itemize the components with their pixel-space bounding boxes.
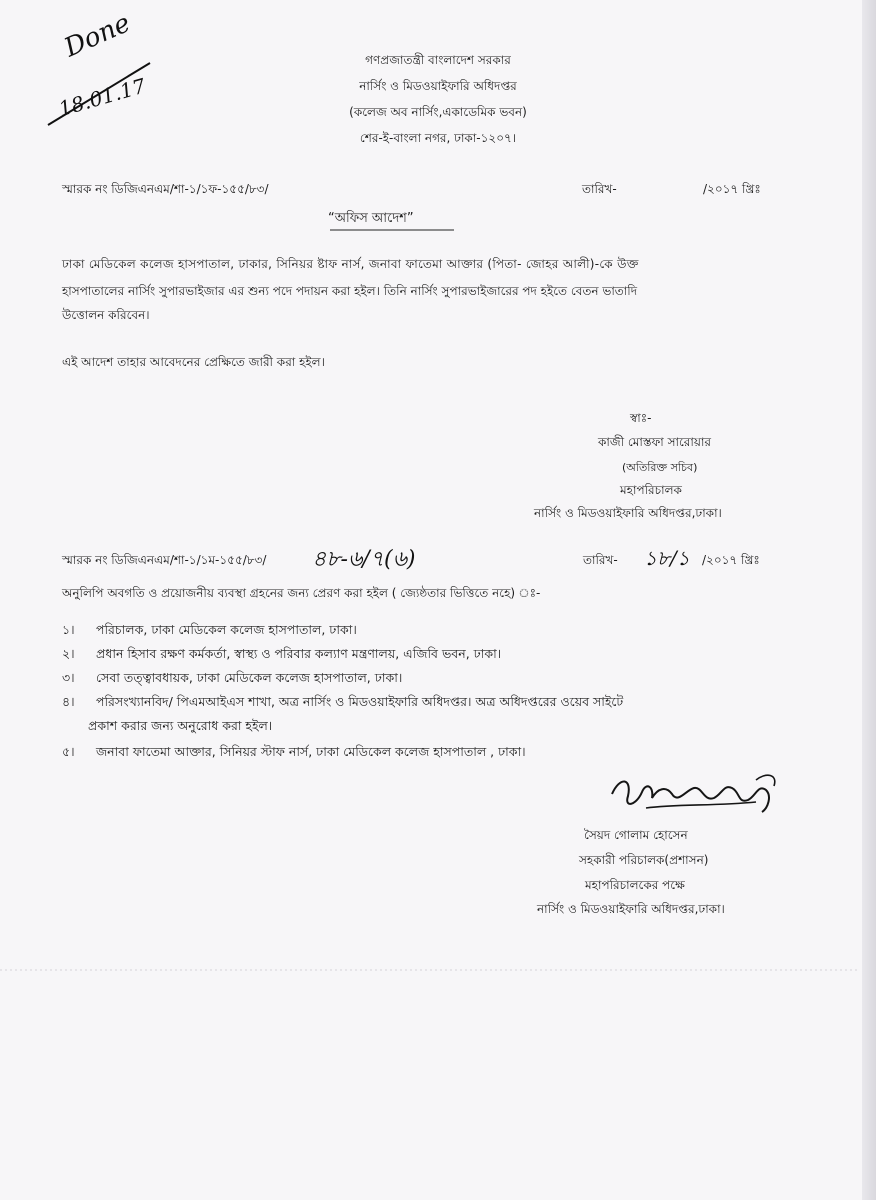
header-line-3: (কলেজ অব নার্সিং,একাডেমিক ভবন): [349, 105, 527, 119]
list-item-text: প্রকাশ করার জন্য অনুরোধ করা হইল।: [88, 718, 273, 733]
list-item: [62, 670, 402, 690]
office-order-title: “অফিস আদেশ”: [328, 211, 414, 226]
list-item: [62, 646, 501, 666]
list-item: [62, 622, 357, 642]
list-item-number: ২।: [62, 646, 75, 661]
header-line-2: নার্সিং ও মিডওয়াইফারি অধিদপ্তর: [359, 79, 517, 93]
list-item-text: পরিসংখ্যানবিদ/ পিএমআইএস শাখা, অত্র নার্সিং ও মিডওয়াইফারি অধিদপ্তর। অত্র অধিদপ্তরের ওয়েব সাইটে: [96, 694, 624, 709]
copy-intro: অনুলিপি অবগতি ও প্রয়োজনীয় ব্যবস্থা গ্রহনের জন্য প্রেরণ করা হইল ( জ্যেষ্ঠতার ভিত্তিতে নহে) ঃ-: [62, 586, 541, 600]
memo2-handwritten-number: ৪৮-৬/৭(৬): [312, 547, 416, 572]
handwritten-done: Done: [60, 8, 135, 64]
handwritten-date: 18.01.17: [56, 73, 149, 122]
header-line-1: গণপ্রজাতন্ত্রী বাংলাদেশ সরকার: [365, 53, 511, 67]
list-item: [62, 744, 526, 764]
list-item-number: ৪।: [62, 694, 75, 709]
memo2-date-value: /২০১৭ খ্রিঃ: [702, 553, 760, 567]
signature1-sig: স্বাঃ-: [630, 411, 652, 425]
signature1-office: নার্সিং ও মিডওয়াইফারি অধিদপ্তর,ঢাকা।: [534, 506, 722, 520]
memo2-reference: স্মারক নং ডিজিএনএম/শা-১/১ম-১৫৫/৮৩/: [62, 553, 267, 567]
memo1-date-label: তারিখ-: [582, 182, 617, 196]
list-item-number: ১।: [62, 622, 75, 637]
list-item-continuation: [88, 718, 272, 738]
body-paragraph-1-line-3: উত্তোলন করিবেন।: [62, 308, 150, 322]
body-paragraph-1-line-2: হাসপাতালের নার্সিং সুপারভাইজার এর শুন্য পদে পদায়ন করা হইল। তিনি নার্সিং সুপারভাইজারের পদ হইতে বেতন ভাতাদি: [62, 284, 638, 298]
body-paragraph-1-line-1: ঢাকা মেডিকেল কলেজ হাসপাতাল, ঢাকার, সিনিয়র ষ্টাফ নার্স, জনাবা ফাতেমা আক্তার (পিতা- জোহর আলী)-কে উক্ত: [62, 257, 639, 271]
handwritten-signature: [606, 768, 796, 828]
list-item-text: জনাবা ফাতেমা আক্তার, সিনিয়র স্টাফ নার্স, ঢাকা মেডিকেল কলেজ হাসপাতাল , ঢাকা।: [96, 744, 526, 759]
memo2-date-label: তারিখ-: [583, 553, 618, 567]
title-underline: [330, 228, 460, 232]
memo1-reference: স্মারক নং ডিজিএনএম/শা-১/১ফ-১৫৫/৮৩/: [62, 182, 269, 196]
list-item-number: ৩।: [62, 670, 75, 685]
signature2-name: সৈয়দ গোলাম হোসেন: [584, 828, 688, 842]
signature2-behalf: মহাপরিচালকের পক্ষে: [585, 878, 685, 892]
body-paragraph-2: এই আদেশ তাহার আবেদনের প্রেক্ষিতে জারী করা হইল।: [62, 355, 325, 369]
list-item: [62, 694, 623, 714]
list-item-number: ৫।: [62, 744, 75, 759]
scan-artifact-line: [0, 968, 876, 972]
header-line-4: শের-ই-বাংলা নগর, ঢাকা-১২০৭।: [359, 131, 517, 145]
list-item-text: পরিচালক, ঢাকা মেডিকেল কলেজ হাসপাতাল, ঢাকা।: [96, 622, 357, 637]
list-item-text: সেবা তত্ত্বাবধায়ক, ঢাকা মেডিকেল কলেজ হাসপাতাল, ঢাকা।: [96, 670, 403, 685]
memo2-handwritten-date: ১৮/১: [644, 546, 690, 570]
list-item-text: প্রধান হিসাব রক্ষণ কর্মকর্তা, স্বাস্থ্য ও পরিবার কল্যাণ মন্ত্রণালয়, এজিবি ভবন, ঢাকা।: [96, 646, 502, 661]
page-edge: [862, 0, 876, 1200]
memo1-date-value: /২০১৭ খ্রিঃ: [703, 182, 761, 196]
signature1-role: (অতিরিক্ত সচিব): [622, 461, 698, 474]
signature2-title: সহকারী পরিচালক(প্রশাসন): [579, 853, 709, 867]
signature2-office: নার্সিং ও মিডওয়াইফারি অধিদপ্তর,ঢাকা।: [537, 902, 725, 916]
signature1-name: কাজী মোস্তফা সারোয়ার: [598, 435, 712, 449]
signature1-title: মহাপরিচালক: [620, 483, 682, 497]
